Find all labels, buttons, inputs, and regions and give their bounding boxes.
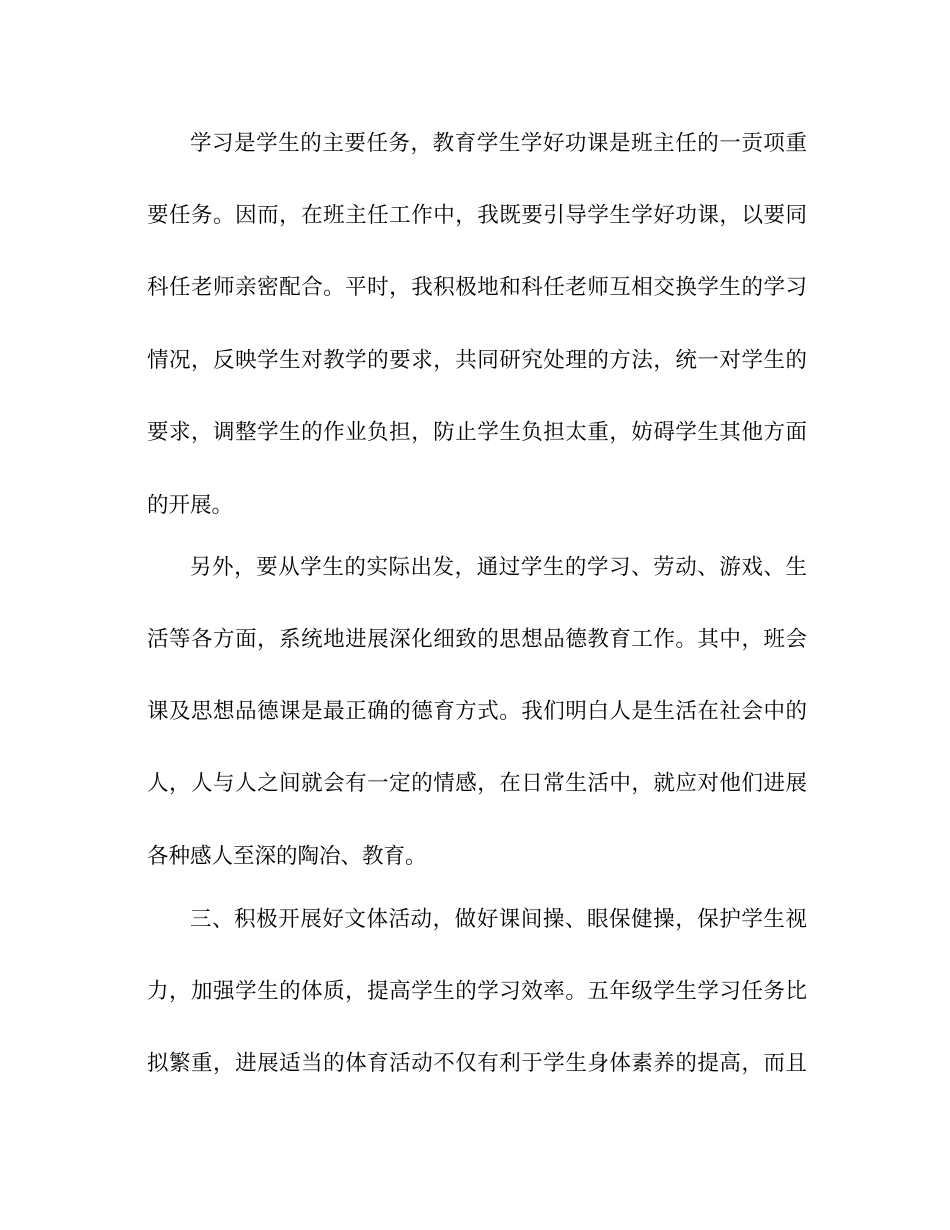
text-line: 活等各方面，系统地进展深化细致的思想品德教育工作。其中，班会 [147,627,807,652]
text-line: 三、积极开展好文体活动，做好课间操、眼保健操，保护学生视 [190,907,807,932]
text-line: 力，加强学生的体质，提高学生的学习效率。五年级学生学习任务比 [147,979,807,1004]
text-line: 学习是学生的主要任务，教育学生学好功课是班主任的一贡项重 [190,131,807,156]
text-line: 科任老师亲密配合。平时，我积极地和科任老师互相交换学生的学习 [147,275,807,300]
text-line: 另外，要从学生的实际出发，通过学生的学习、劳动、游戏、生 [190,555,807,580]
text-line: 各种感人至深的陶冶、教育。 [147,844,427,869]
text-line: 要求，调整学生的作业负担，防止学生负担太重，妨碍学生其他方面 [147,420,807,445]
text-line: 课及思想品德课是最正确的德育方式。我们明白人是生活在社会中的 [147,699,807,724]
text-line: 的开展。 [147,493,234,518]
text-line: 拟繁重，进展适当的体育活动不仅有利于学生身体素养的提高，而且 [147,1051,807,1076]
text-line: 人，人与人之间就会有一定的情感，在日常生活中，就应对他们进展 [147,771,807,796]
text-line: 要任务。因而，在班主任工作中，我既要引导学生学好功课，以要同 [147,203,807,228]
text-line: 情况，反映学生对教学的要求，共同研究处理的方法，统一对学生的 [147,348,807,373]
